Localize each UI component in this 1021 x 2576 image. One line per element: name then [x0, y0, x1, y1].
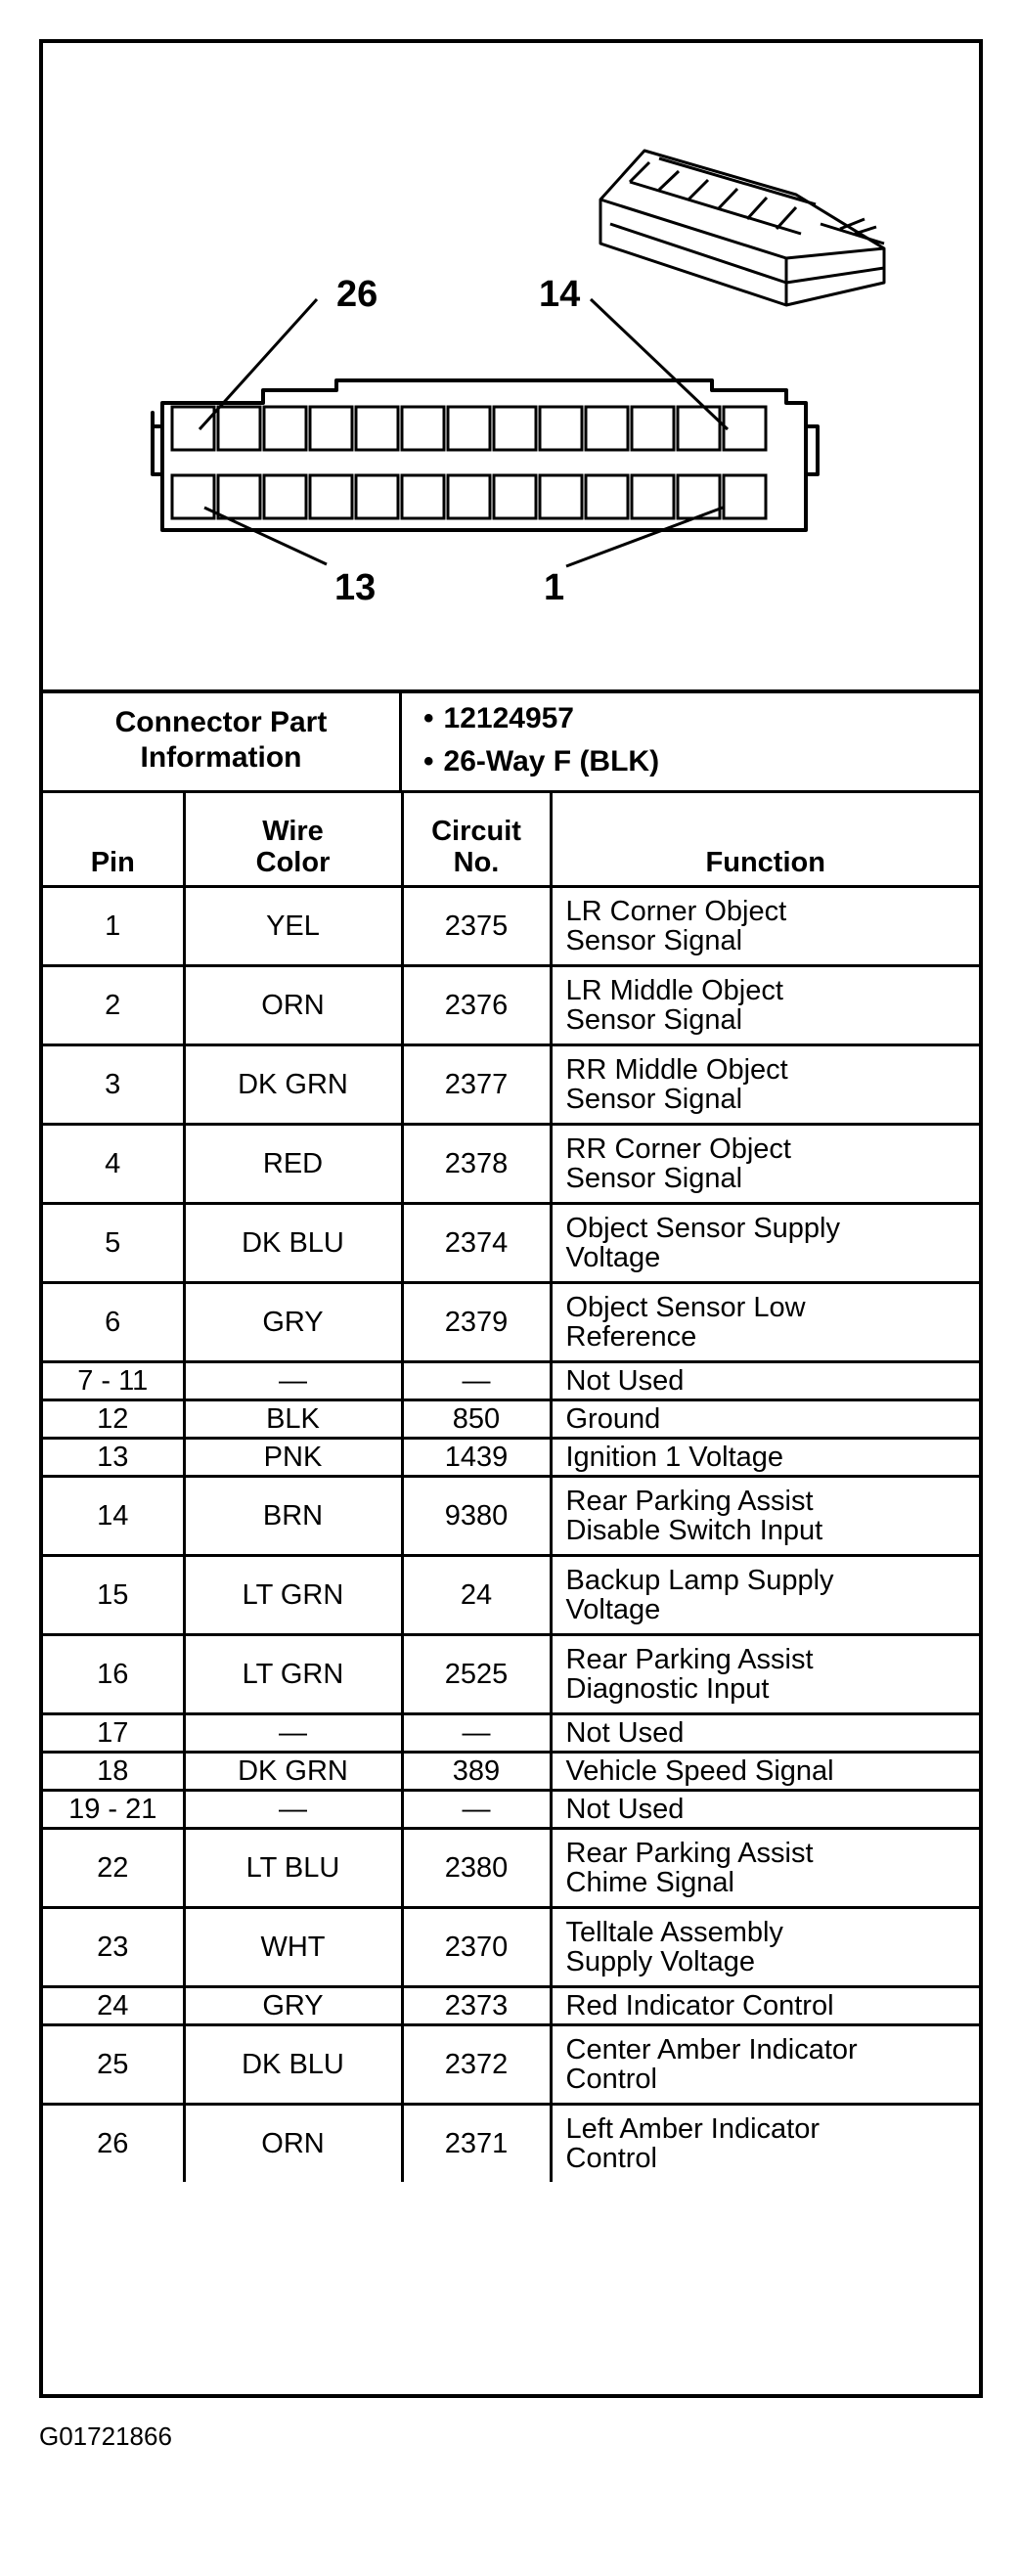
wire-color-cell: LT BLU: [184, 1829, 402, 1908]
pin-cavity: [264, 475, 306, 518]
pin-cavity: [632, 475, 674, 518]
pin-cavity: [586, 407, 628, 450]
pin-cell: 1: [43, 887, 184, 966]
function-cell: [551, 1283, 979, 1362]
table-row: [43, 1125, 979, 1204]
function-line2: Control: [565, 2064, 657, 2095]
header-function: Function: [551, 793, 979, 887]
bullet-icon: •: [423, 744, 434, 777]
part-number-value: 12124957: [443, 702, 574, 734]
table-row: [43, 1556, 979, 1635]
wire-color-cell: ORN: [184, 2105, 402, 2183]
pin-cavity: [448, 407, 490, 450]
connector-part-info-label: [43, 689, 402, 790]
function-cell: [551, 2105, 979, 2183]
wire-color-cell: ORN: [184, 966, 402, 1045]
table-row: [43, 2025, 979, 2105]
function-cell: [551, 966, 979, 1045]
header-wire-color-line1: Wire: [262, 816, 324, 848]
header-circuit-line1: Circuit: [431, 816, 521, 848]
function-line2: Sensor Signal: [565, 925, 743, 956]
connector-type: [423, 740, 979, 783]
function-line2: Sensor Signal: [565, 1004, 743, 1036]
circuit-cell: 2374: [402, 1204, 551, 1283]
table-row: [43, 1477, 979, 1556]
wire-color-cell: DK BLU: [184, 1204, 402, 1283]
pin-cavity: [724, 475, 766, 518]
function-line1: Vehicle Speed Signal: [565, 1754, 834, 1787]
wire-color-cell: GRY: [184, 1987, 402, 2025]
pin-cavity: [724, 407, 766, 450]
pin-cavity: [218, 407, 260, 450]
table-row: [43, 1400, 979, 1439]
circuit-cell: 389: [402, 1753, 551, 1791]
pin-label-1: 1: [544, 567, 565, 608]
function-cell: [551, 1908, 979, 1987]
pin-cell: 7 - 11: [43, 1362, 184, 1400]
pin-cavity: [310, 475, 352, 518]
pin-cell: 3: [43, 1045, 184, 1125]
function-line1: Center Amber Indicator: [565, 2033, 858, 2065]
wire-color-cell: DK GRN: [184, 1753, 402, 1791]
wire-color-cell: —: [184, 1714, 402, 1753]
pin-cavity: [678, 407, 720, 450]
circuit-cell: 2525: [402, 1635, 551, 1714]
wire-color-cell: LT GRN: [184, 1635, 402, 1714]
function-line2: Supply Voltage: [565, 1946, 755, 1977]
table-row: [43, 1635, 979, 1714]
pin-cavity: [402, 475, 444, 518]
pin-label-14: 14: [539, 274, 581, 315]
circuit-cell: 2376: [402, 966, 551, 1045]
circuit-cell: 2379: [402, 1283, 551, 1362]
function-line1: Object Sensor Supply: [565, 1212, 840, 1244]
pin-cell: 12: [43, 1400, 184, 1439]
function-cell: [551, 1362, 979, 1400]
pin-table: [43, 793, 979, 2182]
function-line2: Sensor Signal: [565, 1084, 743, 1115]
table-row: [43, 1753, 979, 1791]
circuit-cell: 9380: [402, 1477, 551, 1556]
pin-cavity: [494, 407, 536, 450]
pin-cavity: [264, 407, 306, 450]
header-wire-color-line2: Color: [255, 847, 331, 879]
table-row: [43, 1987, 979, 2025]
function-line2: Voltage: [565, 1242, 661, 1273]
function-line1: Not Used: [565, 1793, 685, 1825]
circuit-cell: 2377: [402, 1045, 551, 1125]
pin-cavity: [540, 407, 582, 450]
function-line1: Rear Parking Assist: [565, 1485, 814, 1517]
function-cell: [551, 1987, 979, 2025]
table-row: [43, 1908, 979, 1987]
connector-part-info: [43, 689, 979, 793]
pin-cell: 25: [43, 2025, 184, 2105]
function-line1: Ignition 1 Voltage: [565, 1441, 784, 1473]
function-line1: LR Corner Object: [565, 895, 787, 927]
pin-cell: 24: [43, 1987, 184, 2025]
table-row: [43, 1791, 979, 1829]
connector-diagram: [43, 43, 979, 693]
function-cell: [551, 1439, 979, 1477]
function-cell: [551, 1791, 979, 1829]
wire-color-cell: LT GRN: [184, 1556, 402, 1635]
function-line2: Reference: [565, 1321, 697, 1353]
function-line1: Backup Lamp Supply: [565, 1564, 834, 1596]
pin-cell: 17: [43, 1714, 184, 1753]
table-row: [43, 887, 979, 966]
wire-color-cell: PNK: [184, 1439, 402, 1477]
circuit-cell: —: [402, 1362, 551, 1400]
function-cell: [551, 1829, 979, 1908]
wire-color-cell: WHT: [184, 1908, 402, 1987]
circuit-cell: 2380: [402, 1829, 551, 1908]
function-cell: [551, 1125, 979, 1204]
function-line1: RR Middle Object: [565, 1053, 788, 1086]
function-cell: [551, 887, 979, 966]
wire-color-cell: BRN: [184, 1477, 402, 1556]
bullet-icon: •: [423, 702, 434, 734]
circuit-cell: —: [402, 1791, 551, 1829]
table-header-row: [43, 793, 979, 887]
pin-label-26: 26: [336, 274, 378, 315]
function-line2: Sensor Signal: [565, 1163, 743, 1194]
table-row: [43, 1204, 979, 1283]
function-line2: Chime Signal: [565, 1867, 734, 1898]
part-number: [423, 697, 979, 740]
pin-cavity: [632, 407, 674, 450]
function-line1: Telltale Assembly: [565, 1916, 783, 1948]
function-line1: RR Corner Object: [565, 1133, 791, 1165]
table-row: [43, 2105, 979, 2183]
circuit-cell: 2370: [402, 1908, 551, 1987]
function-line1: Red Indicator Control: [565, 1989, 834, 2021]
info-label-line2: Information: [140, 740, 302, 774]
function-line1: Left Amber Indicator: [565, 2112, 821, 2145]
header-circuit-line2: No.: [453, 847, 500, 879]
function-cell: [551, 2025, 979, 2105]
pin-cell: 5: [43, 1204, 184, 1283]
circuit-cell: 2375: [402, 887, 551, 966]
pin-cell: 14: [43, 1477, 184, 1556]
function-line1: Ground: [565, 1402, 661, 1435]
table-row: [43, 1045, 979, 1125]
circuit-cell: 1439: [402, 1439, 551, 1477]
wire-color-cell: GRY: [184, 1283, 402, 1362]
pin-cavity: [310, 407, 352, 450]
pin-cell: 6: [43, 1283, 184, 1362]
pin-cavity: [218, 475, 260, 518]
circuit-cell: 2371: [402, 2105, 551, 2183]
function-line2: Voltage: [565, 1594, 661, 1625]
circuit-cell: —: [402, 1714, 551, 1753]
function-cell: [551, 1045, 979, 1125]
figure-id: G01721866: [39, 2421, 172, 2451]
function-line2: Control: [565, 2143, 657, 2174]
circuit-cell: 2378: [402, 1125, 551, 1204]
function-line1: Rear Parking Assist: [565, 1643, 814, 1675]
header-pin: Pin: [43, 793, 184, 887]
table-row: [43, 1829, 979, 1908]
connector-sheet: [39, 39, 983, 2398]
circuit-cell: 2373: [402, 1987, 551, 2025]
function-cell: [551, 1477, 979, 1556]
function-line2: Disable Switch Input: [565, 1515, 823, 1546]
pin-cavity: [402, 407, 444, 450]
pin-cell: 4: [43, 1125, 184, 1204]
function-line1: Not Used: [565, 1716, 685, 1749]
function-cell: [551, 1635, 979, 1714]
function-cell: [551, 1204, 979, 1283]
table-row: [43, 1439, 979, 1477]
pin-cavity: [172, 475, 214, 518]
connector-part-values: [402, 689, 979, 790]
pin-cell: 23: [43, 1908, 184, 1987]
wire-color-cell: —: [184, 1362, 402, 1400]
pin-cell: 22: [43, 1829, 184, 1908]
wire-color-cell: —: [184, 1791, 402, 1829]
pin-label-13: 13: [334, 567, 377, 608]
header-circuit-no: [402, 793, 551, 887]
function-line1: Object Sensor Low: [565, 1291, 806, 1323]
table-row: [43, 1362, 979, 1400]
pin-cell: 18: [43, 1753, 184, 1791]
pin-cell: 13: [43, 1439, 184, 1477]
function-line1: Not Used: [565, 1364, 685, 1397]
function-cell: [551, 1556, 979, 1635]
pin-cavity: [356, 475, 398, 518]
pin-cell: 2: [43, 966, 184, 1045]
function-cell: [551, 1714, 979, 1753]
connector-iso-view: [600, 151, 884, 305]
header-wire-color: [184, 793, 402, 887]
pin-cavity: [586, 475, 628, 518]
wire-color-cell: RED: [184, 1125, 402, 1204]
wire-color-cell: DK GRN: [184, 1045, 402, 1125]
circuit-cell: 2372: [402, 2025, 551, 2105]
function-line1: LR Middle Object: [565, 974, 783, 1006]
table-row: [43, 1714, 979, 1753]
pin-cell: 16: [43, 1635, 184, 1714]
circuit-cell: 850: [402, 1400, 551, 1439]
pin-cell: 15: [43, 1556, 184, 1635]
wire-color-cell: BLK: [184, 1400, 402, 1439]
function-line1: Rear Parking Assist: [565, 1837, 814, 1869]
pin-cavity: [494, 475, 536, 518]
connector-type-value: 26-Way F (BLK): [443, 744, 660, 777]
table-row: [43, 966, 979, 1045]
wire-color-cell: YEL: [184, 887, 402, 966]
wire-color-cell: DK BLU: [184, 2025, 402, 2105]
pin-cell: 26: [43, 2105, 184, 2183]
function-line2: Diagnostic Input: [565, 1673, 770, 1705]
circuit-cell: 24: [402, 1556, 551, 1635]
pin-cavity: [540, 475, 582, 518]
connector-face-drawing: [43, 43, 979, 689]
pin-cavity: [448, 475, 490, 518]
table-row: [43, 1283, 979, 1362]
info-label-line1: Connector Part: [114, 705, 328, 738]
function-cell: [551, 1400, 979, 1439]
pin-cell: 19 - 21: [43, 1791, 184, 1829]
pin-cavity: [172, 407, 214, 450]
pin-cavity: [356, 407, 398, 450]
function-cell: [551, 1753, 979, 1791]
